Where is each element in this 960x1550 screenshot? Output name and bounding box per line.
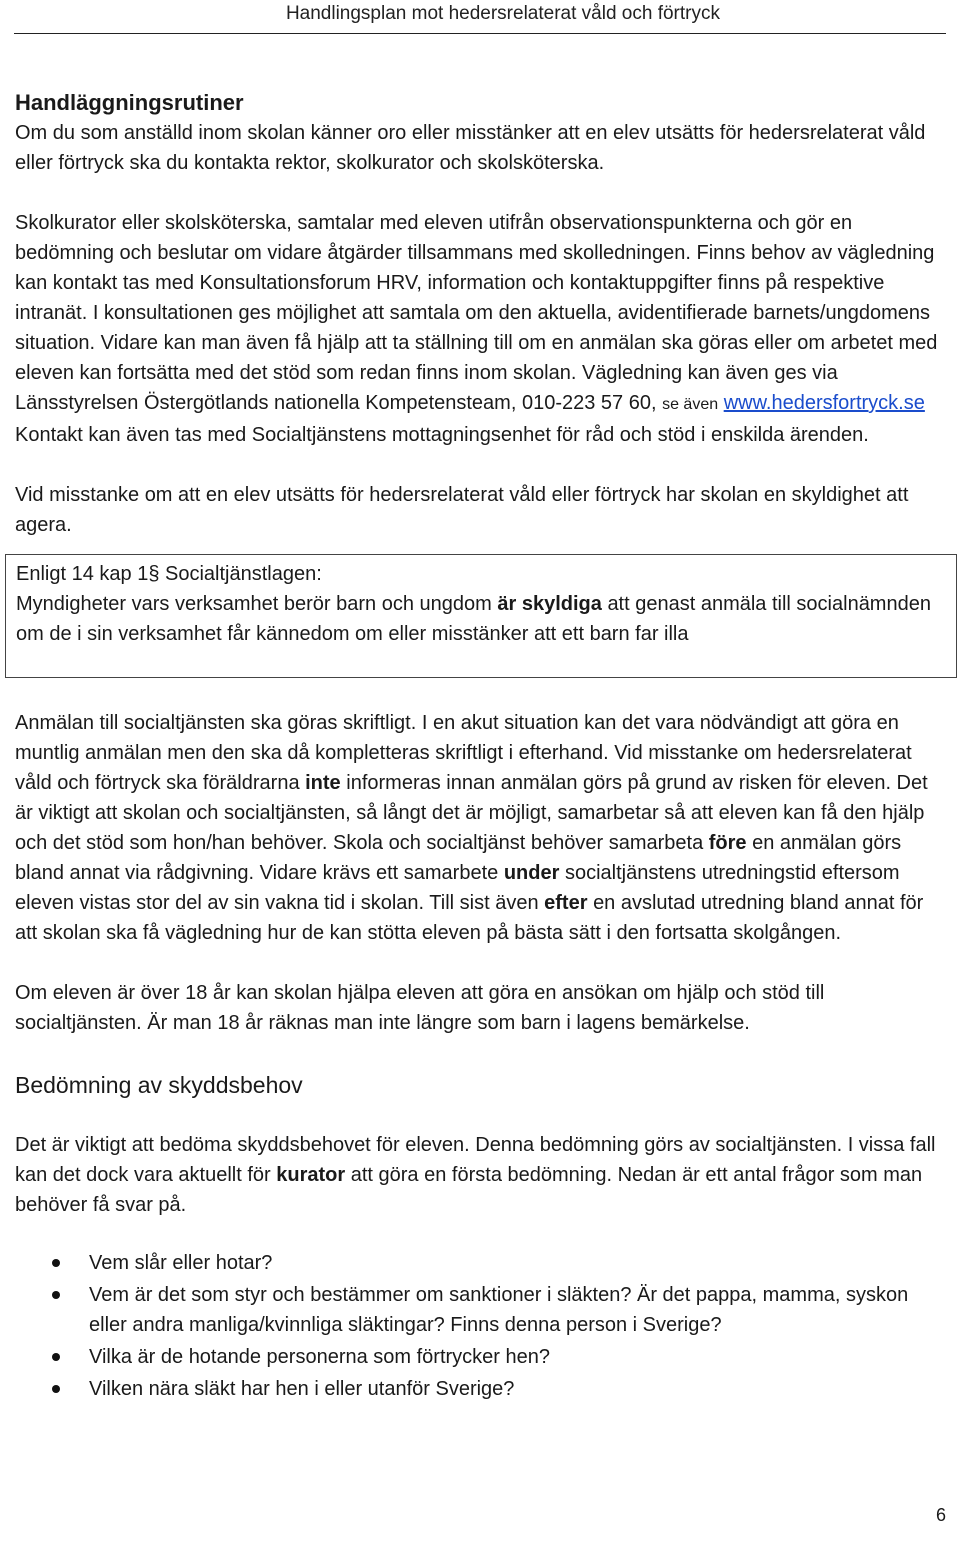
bullet-icon (52, 1353, 60, 1361)
list-item: Vilken nära släkt har hen i eller utanför Sverige? (15, 1374, 945, 1404)
question-list (15, 1248, 945, 1404)
law-quote-box (5, 554, 957, 678)
page-header (14, 0, 946, 34)
page-number: 6 (935, 1505, 946, 1525)
section-heading-handlaggningsrutiner: Handläggningsrutiner (15, 90, 244, 115)
section-heading-skyddsbehov: Bedömning av skyddsbehov (15, 1072, 303, 1098)
document-title: Handlingsplan mot hedersrelaterat våld och förtryck (285, 3, 720, 24)
consultation-paragraph: Skolkurator eller skolsköterska, samtalar med eleven utifrån observationspunkterna och gör en bedömning och beslutar om vidare åtgärder tillsammans med skolledningen. Finns behov av vägledning kan kontakt tas med Konsultationsforum HRV, information och kontaktuppgifter finns på respektive intranät. I konsultationen ges möjlighet att samtala om den aktuella, avidentifierade barnets/ungdomens situation. Vidare kan man även få hjälp att ta ställning till om en anmälan ska göras eller om arbetet med eleven kan fortsätta med det stöd som redan finns inom skolan. Vägledning kan även ges via Länsstyrelsen Östergötlands nationella Kompetensteam, 010-223 57 60, se även www.hedersfortryck.se Kontakt kan även tas med Socialtjänstens mottagningsenhet för råd och stöd i enskilda ärenden. (15, 212, 938, 446)
adult-student-paragraph: Om eleven är över 18 år kan skolan hjälpa eleven att göra en ansökan om hjälp och stöd till socialtjänsten. Är man 18 år räknas man inte längre som barn i lagens bemärkelse. (15, 982, 825, 1034)
obligation-paragraph: Vid misstanke om att en elev utsätts för hedersrelaterat våld eller förtryck har skolan en skyldighet att agera. (15, 484, 909, 536)
intro-paragraph: Om du som anställd inom skolan känner oro eller misstänker att en elev utsätts för hedersrelaterat våld eller förtryck ska du kontakta rektor, skolkurator och skolsköterska. (15, 122, 926, 174)
law-title: Enligt 14 kap 1§ Socialtjänstlagen: (16, 563, 322, 585)
list-item: Vem är det som styr och bestämmer om sanktioner i släkten? Är det pappa, mamma, syskon eller andra manliga/kvinnliga släktingar? Finns denna person i Sverige? (15, 1280, 945, 1340)
list-item: Vem slår eller hotar? (15, 1248, 945, 1278)
bullet-icon (52, 1291, 60, 1299)
list-item: Vilka är de hotande personerna som förtrycker hen? (15, 1342, 945, 1372)
bullet-icon (52, 1259, 60, 1267)
law-text: Myndigheter vars verksamhet berör barn och ungdom är skyldiga att genast anmäla till socialnämnden om de i sin verksamhet får kännedom om eller misstänker att ett barn far illa (16, 593, 931, 645)
hedersfortryck-link[interactable]: www.hedersfortryck.se (723, 392, 925, 414)
document-body (15, 88, 945, 1406)
assessment-paragraph: Det är viktigt att bedöma skyddsbehovet för eleven. Denna bedömning görs av socialtjänsten. I vissa fall kan det dock vara aktuellt för kurator att göra en första bedömning. Nedan är ett antal frågor som man behöver få svar på. (15, 1134, 936, 1216)
report-paragraph: Anmälan till socialtjänsten ska göras skriftligt. I en akut situation kan det vara nödvändigt att göra en muntlig anmälan men den ska då kompletteras skriftligt i efterhand. Vid misstanke om hedersrelaterat våld och förtryck ska föräldrarna inte informeras innan anmälan görs på grund av risken för eleven. Det är viktigt att skolan och socialtjänsten, så långt det är möjligt, samarbetar så att eleven kan få den hjälp och det stöd som hon/han behöver. Skola och socialtjänst behöver samarbeta före en anmälan görs bland annat via rådgivning. Vidare krävs ett samarbete under socialtjänstens utredningstid eftersom eleven vistas stor del av sin vakna tid i skolan. Till sist även efter en avslutad utredning bland annat för att skolan ska få vägledning hur de kan stötta eleven på bästa sätt i den fortsatta skolgången. (15, 712, 928, 944)
bullet-icon (52, 1385, 60, 1393)
